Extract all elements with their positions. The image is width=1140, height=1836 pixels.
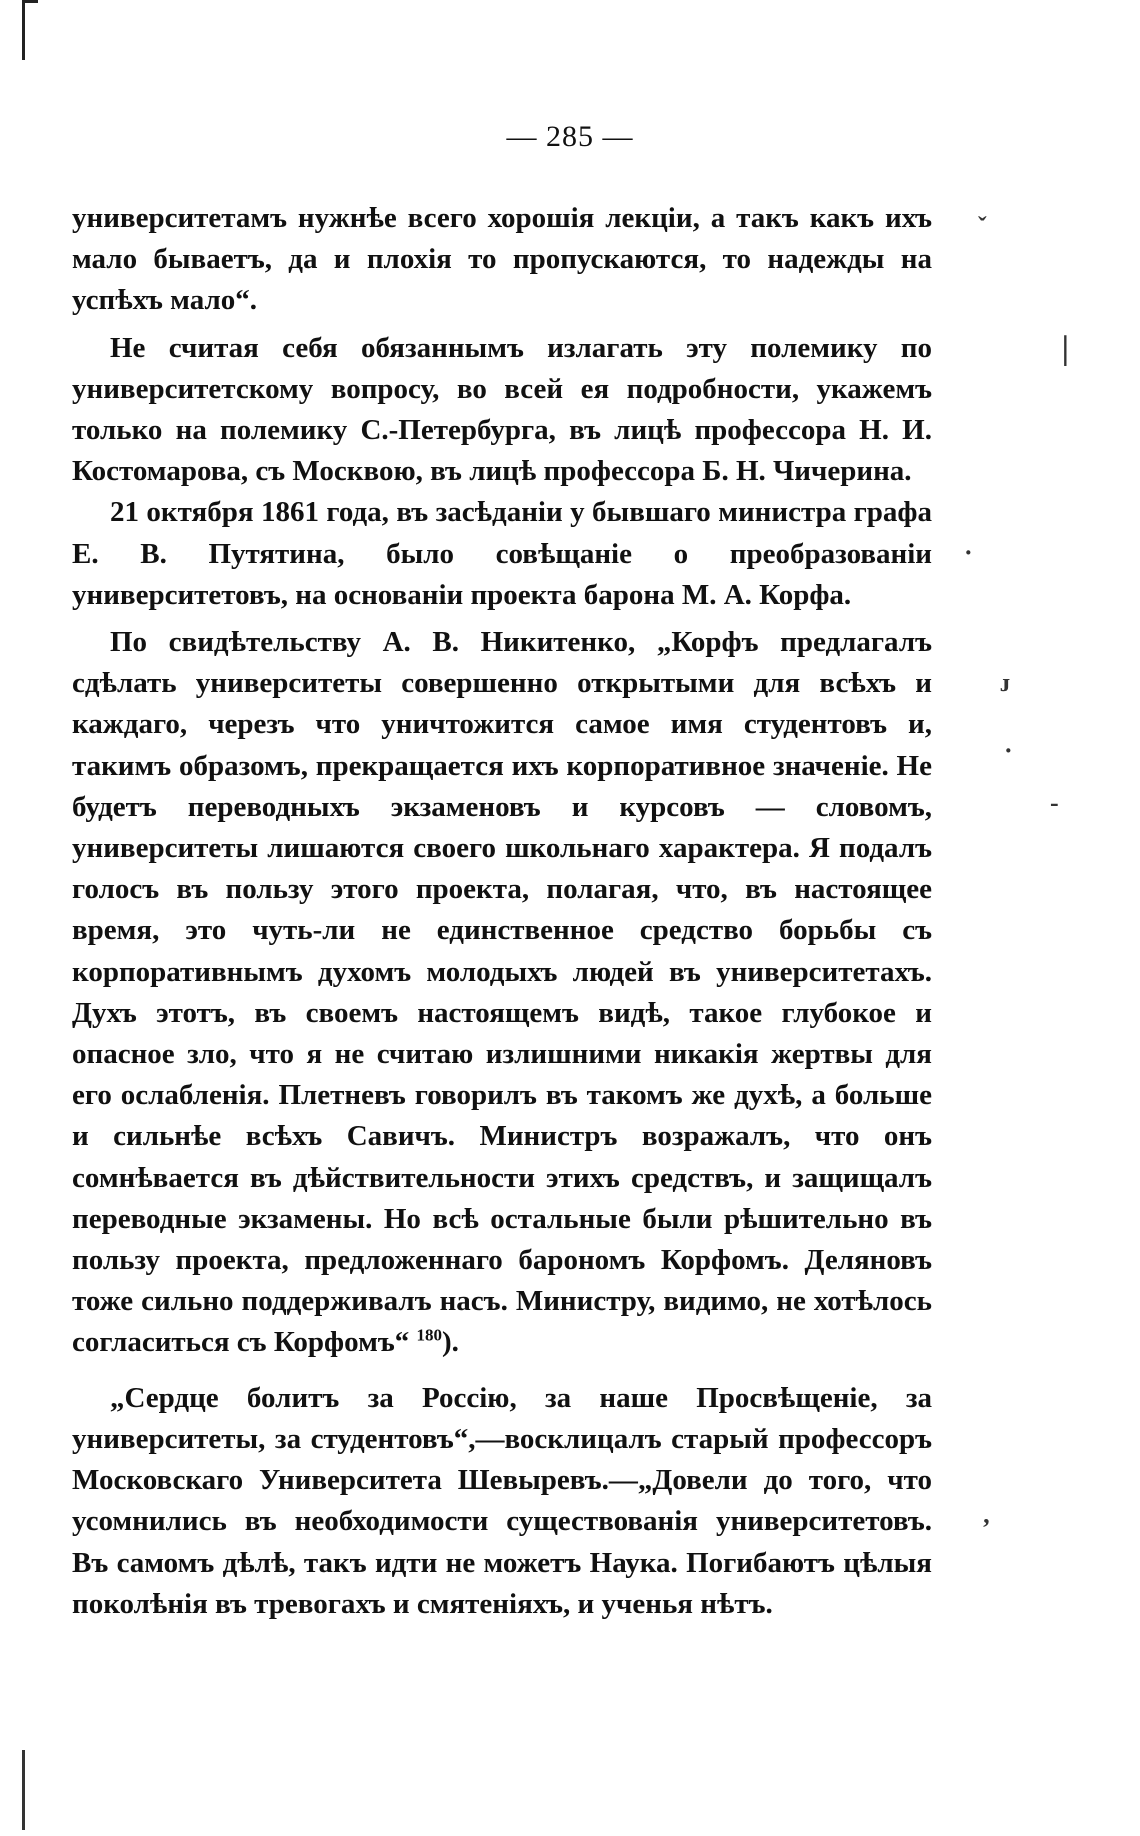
paragraph-1: университетамъ нужнѣе всего хорошія лекціи, а такъ какъ ихъ мало бываетъ, да и плохія то пропускаются, то надежды на успѣхъ мало“. — [72, 202, 932, 317]
margin-dot-mark: · — [964, 538, 973, 567]
paragraph-5: „Сердце болитъ за Россію, за наше Просвѣщеніе, за университеты, за студентовъ“,—восклицалъ старый профессоръ Московскаго Университета Шевыревъ.—„Довели до того, что усомнились въ необходимости существованія университетовъ. Въ самомъ дѣлѣ, такъ идти не можетъ Наука. Погибаютъ цѣлыя поколѣнія въ тревогахъ и смятеніяхъ, и ученья нѣтъ. — [72, 1381, 932, 1620]
margin-tick-mark: ׀ — [1058, 338, 1073, 367]
paragraph-2: Не считая себя обязаннымъ излагать эту полемику по университетскому вопросу, во всей ея подробности, укажемъ только на полемику С.-Петербурга, въ лицѣ профессора Н. И. Костомарова, съ Москвою, въ лицѣ профессора Б. Н. Чичерина. — [72, 331, 932, 488]
margin-stroke-mark: ᴊ — [1000, 668, 1011, 697]
paragraph-3: 21 октября 1861 года, въ засѣданіи у бывшаго министра графа Е. В. Путятина, было совѣщаніе о преобразованіи университетовъ, на основаніи проекта барона М. А. Корфа. — [72, 496, 932, 611]
margin-dot-mark-2: · — [1004, 736, 1013, 765]
paragraph-4 — [72, 622, 932, 1364]
scan-edge-mark — [22, 1750, 25, 1830]
page-number: — 285 — — [506, 120, 634, 153]
scan-corner-mark — [22, 0, 31, 60]
paragraph-4-text: По свидѣтельству А. В. Никитенко, „Корфъ предлагалъ сдѣлать университеты совершенно открытыми для всѣхъ и каждаго, черезъ что уничтожится самое имя студентовъ и, такимъ образомъ, прекращается ихъ корпоративное значеніе. Не будетъ переводныхъ экзаменовъ и курсовъ — словомъ, университеты лишаются своего школьнаго характера. Я подалъ голосъ въ пользу этого проекта, полагая, что, въ настоящее время, это чуть-ли не единственное средство борьбы съ корпоративнымъ духомъ молодыхъ людей въ университетахъ. Духъ этотъ, въ своемъ настоящемъ видѣ, такое глубокое и опасное зло, что я не считаю излишними никакія жертвы для его ослабленія. Плетневъ говорилъ въ такомъ же духѣ, а больше и сильнѣе всѣхъ Савичъ. Министръ возражалъ, что онъ сомнѣвается въ дѣйствительности этихъ средствъ, и защищалъ переводные экзамены. Но всѣ остальные были рѣшительно въ пользу проекта, предложеннаго барономъ Корфомъ. Деляновъ тоже сильно поддерживалъ насъ. Министру, видимо, не хотѣлось согласиться съ Корфомъ“ — [72, 626, 932, 1359]
margin-check-mark: ˇ — [978, 212, 987, 241]
footnote-marker: 180 — [416, 1325, 442, 1345]
margin-dash-mark: - — [1050, 788, 1059, 817]
paragraph-4-tail: ). — [441, 1326, 459, 1359]
body-text — [72, 198, 932, 1625]
margin-comma-mark: ‚ — [982, 1500, 991, 1529]
